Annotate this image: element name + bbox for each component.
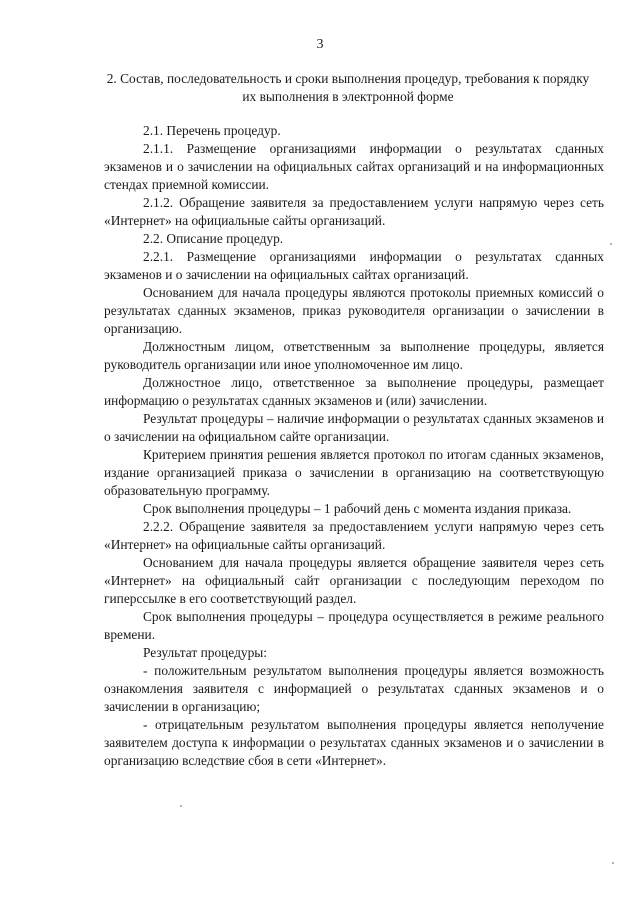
scan-speck bbox=[180, 805, 182, 807]
paragraph: Основанием для начала процедуры является обращение заявителя через сеть «Интернет» на официальный сайт организации с последующим переходом по гиперссылке в его соответствующий раздел. bbox=[104, 555, 604, 606]
paragraph: Результат процедуры: bbox=[143, 645, 267, 660]
document-body bbox=[104, 122, 604, 770]
paragraph: - отрицательным результатом выполнения процедуры является неполучение заявителем доступа к информации о результатах сданных экзаменов и о зачислении в организацию вследствие сбоя в сети «Интернет». bbox=[104, 717, 604, 768]
paragraph: 2.2. Описание процедур. bbox=[143, 231, 284, 246]
paragraph: 2.2.2. Обращение заявителя за предоставлением услуги напрямую через сеть «Интернет» на официальные сайты организаций. bbox=[104, 519, 604, 552]
paragraph: Должностное лицо, ответственное за выполнение процедуры, размещает информацию о результатах сданных экзаменов и (или) зачислении. bbox=[104, 375, 604, 408]
paragraph: 2.1.1. Размещение организациями информации о результатах сданных экзаменов и о зачислении на официальных сайтах организаций и на информационных стендах приемной комиссии. bbox=[104, 141, 604, 192]
section-heading: 2. Состав, последовательность и сроки выполнения процедур, требования к порядку их выполнения в электронной форме bbox=[106, 71, 590, 104]
paragraph: Основанием для начала процедуры являются протоколы приемных комиссий о результатах сданных экзаменов, приказ руководителя организации о зачислении в организацию. bbox=[104, 285, 604, 336]
paragraph: 2.2.1. Размещение организациями информации о результатах сданных экзаменов и о зачислении на официальных сайтах организаций. bbox=[104, 249, 604, 282]
paragraph: Срок выполнения процедуры – 1 рабочий день с момента издания приказа. bbox=[143, 501, 572, 516]
scan-speck bbox=[612, 862, 614, 864]
scan-speck bbox=[610, 243, 612, 245]
paragraph: Срок выполнения процедуры – процедура осуществляется в режиме реального времени. bbox=[104, 609, 604, 642]
paragraph: Результат процедуры – наличие информации о результатах сданных экзаменов и о зачислении на официальном сайте организации. bbox=[104, 411, 604, 444]
paragraph: 2.1. Перечень процедур. bbox=[143, 123, 281, 138]
paragraph: 2.1.2. Обращение заявителя за предоставлением услуги напрямую через сеть «Интернет» на официальные сайты организаций. bbox=[104, 195, 604, 228]
paragraph: Критерием принятия решения является протокол по итогам сданных экзаменов, издание организацией приказа о зачислении в организацию на соответствующую образовательную программу. bbox=[104, 447, 604, 498]
paragraph: - положительным результатом выполнения процедуры является возможность ознакомления заявителя с информацией о результатах сданных экзаменов и о зачислении в организацию; bbox=[104, 663, 604, 714]
page-number: 3 bbox=[316, 37, 324, 52]
paragraph: Должностным лицом, ответственным за выполнение процедуры, является руководитель организации или иное уполномоченное им лицо. bbox=[104, 339, 604, 372]
